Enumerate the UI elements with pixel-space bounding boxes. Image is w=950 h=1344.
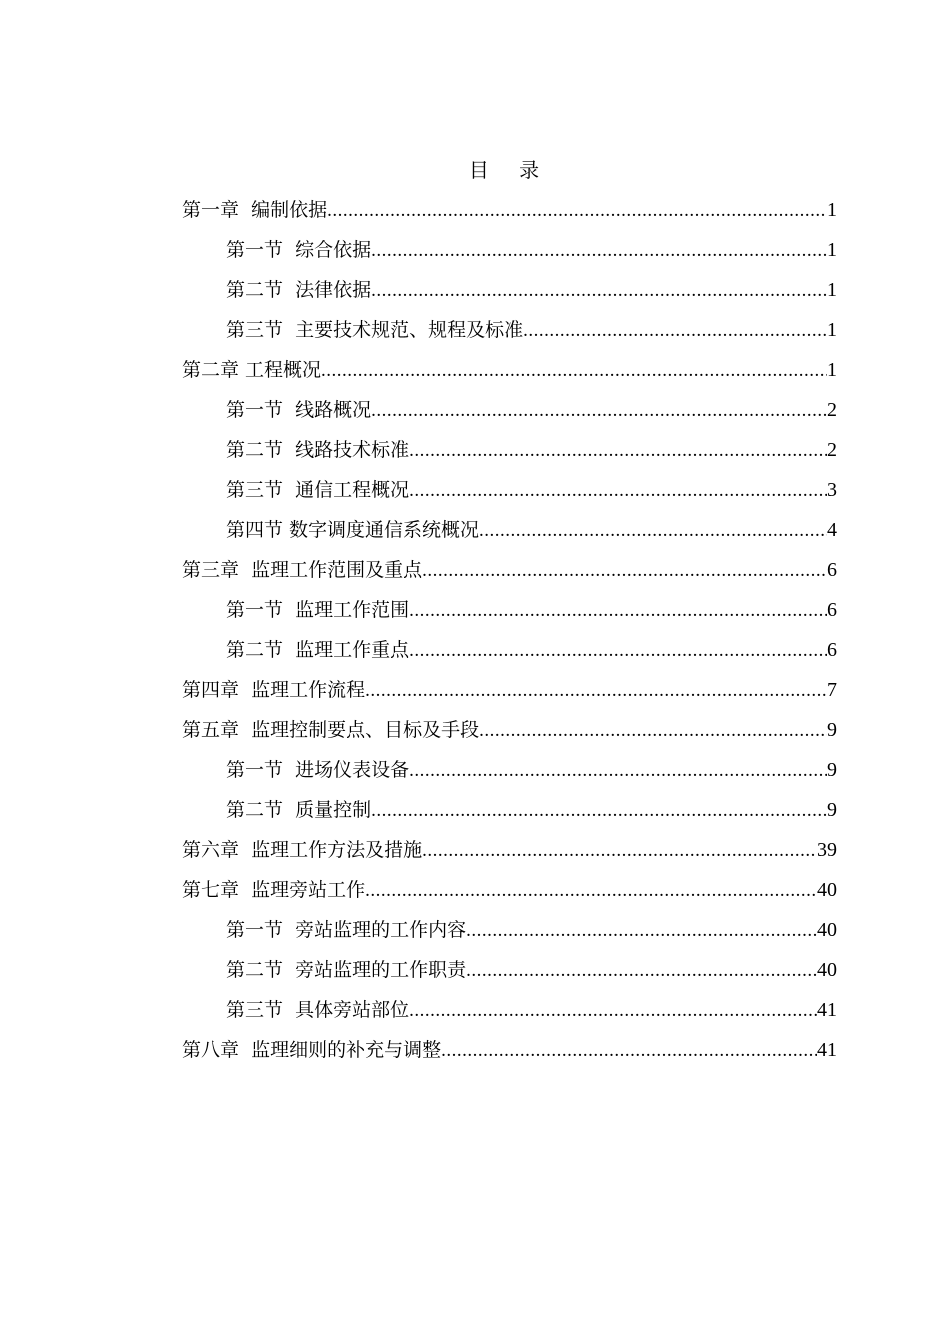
toc-entry[interactable] [182, 550, 837, 590]
toc-entry-page: 40 [817, 959, 837, 981]
toc-entry[interactable] [182, 190, 837, 230]
toc-leader-dots [365, 671, 827, 711]
toc-entry-page: 6 [827, 639, 837, 661]
toc-entry-label: 第一章 编制依据 [182, 199, 328, 221]
toc-entry-label: 第三节 通信工程概况 [226, 479, 410, 501]
toc-leader-dots [365, 871, 817, 911]
toc-entry-page: 1 [827, 319, 837, 341]
toc-entry[interactable] [182, 830, 837, 870]
toc-entry-page: 3 [827, 479, 837, 501]
toc-entry-label: 第七章 监理旁站工作 [182, 879, 366, 901]
toc-leader-dots [422, 831, 817, 871]
toc-entry[interactable] [182, 310, 837, 350]
toc-leader-dots [422, 551, 827, 591]
toc-entry[interactable] [182, 470, 837, 510]
toc-entry-label: 第二章 工程概况 [182, 359, 322, 381]
toc-entry[interactable] [182, 230, 837, 270]
toc-entry[interactable] [182, 990, 837, 1030]
toc-leader-dots [441, 1031, 817, 1071]
toc-entry-page: 1 [827, 199, 837, 221]
toc-leader-dots [409, 991, 817, 1031]
toc-leader-dots [409, 591, 827, 631]
toc-title: 目 录 [468, 158, 552, 182]
toc-entry-page: 40 [817, 879, 837, 901]
toc-entry-label: 第六章 监理工作方法及措施 [182, 839, 423, 861]
toc-entry-page: 9 [827, 759, 837, 781]
toc-leader-dots [321, 351, 827, 391]
toc-entry[interactable] [182, 1030, 837, 1070]
toc-leader-dots [409, 631, 827, 671]
toc-entry[interactable] [182, 430, 837, 470]
toc-entry-label: 第二节 线路技术标准 [226, 439, 410, 461]
toc-entry[interactable] [182, 510, 837, 550]
toc-entry-page: 1 [827, 279, 837, 301]
toc-entry-page: 6 [827, 599, 837, 621]
toc-leader-dots [371, 391, 827, 431]
toc-entry-page: 6 [827, 559, 837, 581]
toc-entry-label: 第五章 监理控制要点、目标及手段 [182, 719, 480, 741]
toc-entry[interactable] [182, 790, 837, 830]
toc-entry[interactable] [182, 910, 837, 950]
toc-entry-page: 41 [817, 999, 837, 1021]
toc-entry-label: 第一节 旁站监理的工作内容 [226, 919, 467, 941]
toc-leader-dots [409, 471, 827, 511]
toc-leader-dots [479, 711, 827, 751]
toc-leader-dots [371, 791, 827, 831]
toc-entry[interactable] [182, 710, 837, 750]
toc-entry-page: 4 [827, 519, 837, 541]
toc-leader-dots [409, 431, 827, 471]
toc-entry-label: 第二节 质量控制 [226, 799, 372, 821]
toc-entry-label: 第三节 具体旁站部位 [226, 999, 410, 1021]
toc-entry-label: 第二节 监理工作重点 [226, 639, 410, 661]
toc-entry-page: 2 [827, 439, 837, 461]
toc-entry[interactable] [182, 950, 837, 990]
toc-entry-page: 40 [817, 919, 837, 941]
toc-leader-dots [371, 231, 827, 271]
toc-entry-page: 1 [827, 359, 837, 381]
toc-entry-page: 2 [827, 399, 837, 421]
toc-entry-page: 9 [827, 799, 837, 821]
toc-entry-page: 1 [827, 239, 837, 261]
toc-entry[interactable] [182, 590, 837, 630]
toc-leader-dots [371, 271, 827, 311]
toc-entry[interactable] [182, 270, 837, 310]
toc-leader-dots [479, 511, 827, 551]
table-of-contents [182, 190, 837, 1070]
toc-leader-dots [466, 951, 817, 991]
toc-entry[interactable] [182, 630, 837, 670]
toc-entry[interactable] [182, 390, 837, 430]
toc-entry-page: 41 [817, 1039, 837, 1061]
toc-entry[interactable] [182, 870, 837, 910]
toc-entry[interactable] [182, 350, 837, 390]
toc-leader-dots [466, 911, 817, 951]
toc-entry-label: 第二节 法律依据 [226, 279, 372, 301]
toc-entry-label: 第三节 主要技术规范、规程及标准 [226, 319, 524, 341]
toc-entry-page: 39 [817, 839, 837, 861]
toc-leader-dots [523, 311, 827, 351]
toc-entry-label: 第三章 监理工作范围及重点 [182, 559, 423, 581]
toc-entry-label: 第一节 线路概况 [226, 399, 372, 421]
toc-entry-label: 第四章 监理工作流程 [182, 679, 366, 701]
toc-entry-page: 9 [827, 719, 837, 741]
toc-entry[interactable] [182, 750, 837, 790]
toc-entry-label: 第一节 综合依据 [226, 239, 372, 261]
toc-entry-label: 第八章 监理细则的补充与调整 [182, 1039, 442, 1061]
toc-entry-label: 第二节 旁站监理的工作职责 [226, 959, 467, 981]
toc-entry-label: 第一节 进场仪表设备 [226, 759, 410, 781]
toc-leader-dots [327, 191, 827, 231]
toc-entry-label: 第一节 监理工作范围 [226, 599, 410, 621]
toc-leader-dots [409, 751, 827, 791]
toc-entry[interactable] [182, 670, 837, 710]
toc-entry-label: 第四节 数字调度通信系统概况 [226, 519, 480, 541]
toc-entry-page: 7 [827, 679, 837, 701]
